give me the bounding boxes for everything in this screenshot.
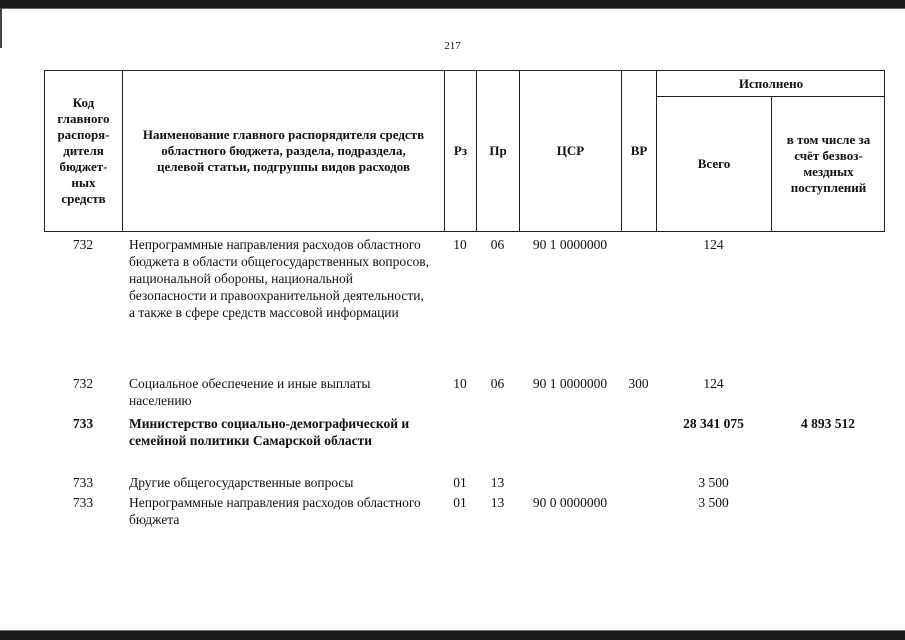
header-rz: Рз xyxy=(453,143,468,158)
cell-pr: 06 xyxy=(490,237,505,252)
cell-name: Непрограммные направления расходов областного бюджета в области общегосударственных вопросов, национальной обороны, национальной безопасности и правоохранительной деятельности, а также в сфере средств массовой информации xyxy=(129,237,429,320)
cell-code: 733 xyxy=(72,475,94,490)
scan-bottom-border xyxy=(0,631,905,640)
header-code: Код главного распоря-дителя бюджет-ных средств xyxy=(57,95,110,206)
cell-rz: 10 xyxy=(453,237,467,252)
cell-total: 28 341 075 xyxy=(683,416,744,431)
header-csr: ЦСР xyxy=(556,143,585,158)
cell-code: 732 xyxy=(72,237,94,252)
scan-top-border xyxy=(0,0,905,8)
cell-rz: 01 xyxy=(453,495,467,510)
cell-pr: 06 xyxy=(490,376,505,391)
cell-name: Другие общегосударственные вопросы xyxy=(129,475,354,490)
cell-pr: 13 xyxy=(490,475,505,490)
cell-pr: 13 xyxy=(490,495,505,510)
cell-csr: 90 1 0000000 xyxy=(532,376,608,391)
cell-rz: 10 xyxy=(453,376,467,391)
cell-rz: 01 xyxy=(453,475,467,490)
cell-vr: 300 xyxy=(628,376,649,391)
cell-code: 732 xyxy=(72,376,94,391)
header-total: Всего xyxy=(697,156,731,171)
cell-total: 124 xyxy=(703,237,724,252)
cell-name: Социальное обеспечение и иные выплаты населению xyxy=(129,376,371,408)
scan-bottom-border-line xyxy=(0,630,905,631)
cell-total: 3 500 xyxy=(698,495,729,510)
cell-total: 3 500 xyxy=(698,475,729,490)
cell-code: 733 xyxy=(72,416,94,431)
header-vr: ВР xyxy=(630,143,648,158)
header-executed: Исполнено xyxy=(738,75,804,91)
cell-csr: 90 1 0000000 xyxy=(532,237,608,252)
cell-name: Министерство социально-демографической и семейной политики Самарской области xyxy=(129,416,410,448)
cell-incl: 4 893 512 xyxy=(801,416,855,431)
cell-total: 124 xyxy=(703,376,724,391)
cell-name: Непрограммные направления расходов областного бюджета xyxy=(129,495,421,527)
cell-code: 733 xyxy=(72,495,94,510)
header-pr: Пр xyxy=(489,143,507,158)
header-name: Наименование главного распорядителя средств областного бюджета, раздела, подраздела, целевой статьи, подгруппы видов расходов xyxy=(142,127,425,174)
page-number: 217 xyxy=(444,40,461,52)
scan-top-border-line xyxy=(0,8,905,9)
cell-csr: 90 0 0000000 xyxy=(532,495,608,510)
header-incl: в том числе за счёт безвоз-мездных поступлений xyxy=(786,132,871,195)
